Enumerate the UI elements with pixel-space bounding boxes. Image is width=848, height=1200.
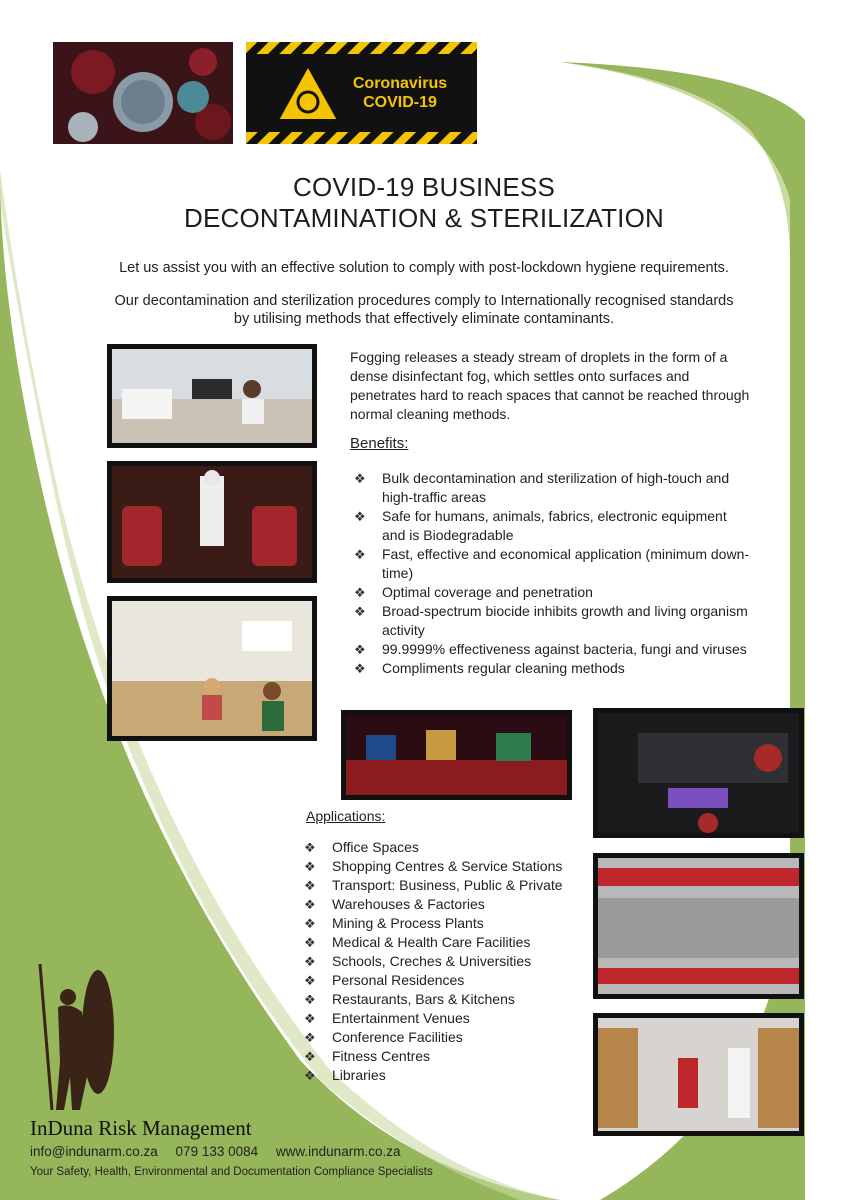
contact-line <box>30 1144 414 1159</box>
banner-line-2: COVID-19 <box>363 94 437 111</box>
diamond-bullet-icon: ❖ <box>354 661 366 676</box>
diamond-bullet-icon: ❖ <box>354 509 366 524</box>
contact-phone[interactable]: 079 133 0084 <box>175 1144 259 1159</box>
application-item <box>300 971 590 990</box>
applications-list <box>300 838 590 1085</box>
intro-line-2a: Our decontamination and sterilization procedures comply to Internationally recognised standards <box>114 293 734 309</box>
trolleys-photo <box>593 853 804 999</box>
title-line-2: DECONTAMINATION & STERILIZATION <box>183 203 664 233</box>
application-item-text: Conference Facilities <box>332 1029 463 1045</box>
benefit-item-text: Broad-spectrum biocide inhibits growth and living organism activity <box>382 603 748 638</box>
company-name: InDuna Risk Management <box>30 1116 252 1140</box>
banner-line-1: Coronavirus <box>352 75 448 92</box>
title-line-1: COVID-19 BUSINESS <box>292 172 556 202</box>
office-photo <box>107 344 317 448</box>
diamond-bullet-icon: ❖ <box>304 954 316 969</box>
benefit-item-text: Bulk decontamination and sterilization of high-touch and high-traffic areas <box>382 470 730 505</box>
application-item-text: Mining & Process Plants <box>332 915 484 931</box>
classroom-photo <box>107 596 317 741</box>
contact-website[interactable]: www.indunarm.co.za <box>275 1144 401 1159</box>
benefit-item <box>350 507 750 545</box>
diamond-bullet-icon: ❖ <box>354 471 366 486</box>
benefit-item <box>350 545 750 583</box>
application-item-text: Libraries <box>332 1067 386 1083</box>
application-item <box>300 933 590 952</box>
benefit-item-text: Safe for humans, animals, fabrics, electronic equipment and is Biodegradable <box>382 508 727 543</box>
benefits-heading: Benefits: <box>350 435 409 452</box>
warrior-logo <box>30 962 115 1112</box>
diamond-bullet-icon: ❖ <box>304 1011 316 1026</box>
diamond-bullet-icon: ❖ <box>304 897 316 912</box>
diamond-bullet-icon: ❖ <box>304 992 316 1007</box>
application-item <box>300 1066 590 1085</box>
diamond-bullet-icon: ❖ <box>354 604 366 619</box>
diamond-bullet-icon: ❖ <box>354 585 366 600</box>
application-item <box>300 990 590 1009</box>
covid-banner-text <box>340 74 460 112</box>
application-item <box>300 1009 590 1028</box>
diamond-bullet-icon: ❖ <box>304 916 316 931</box>
bus-fogging-photo <box>107 461 317 583</box>
benefit-item <box>350 469 750 507</box>
contact-email[interactable]: info@indunarm.co.za <box>30 1144 158 1159</box>
application-item <box>300 876 590 895</box>
benefit-item <box>350 640 750 659</box>
casino-photo <box>341 710 572 800</box>
diamond-bullet-icon: ❖ <box>304 1030 316 1045</box>
application-item-text: Transport: Business, Public & Private <box>332 877 563 893</box>
application-item <box>300 914 590 933</box>
application-item-text: Restaurants, Bars & Kitchens <box>332 991 515 1007</box>
application-item <box>300 857 590 876</box>
application-item-text: Shopping Centres & Service Stations <box>332 858 563 874</box>
application-item-text: Schools, Creches & Universities <box>332 953 532 969</box>
diamond-bullet-icon: ❖ <box>304 859 316 874</box>
application-item-text: Office Spaces <box>332 839 419 855</box>
benefit-item-text: Compliments regular cleaning methods <box>382 660 625 676</box>
application-item-text: Warehouses & Factories <box>332 896 485 912</box>
diamond-bullet-icon: ❖ <box>304 973 316 988</box>
page-title <box>60 172 788 234</box>
application-item-text: Fitness Centres <box>332 1048 431 1064</box>
diamond-bullet-icon: ❖ <box>304 878 316 893</box>
diamond-bullet-icon: ❖ <box>304 1049 316 1064</box>
fogging-description: Fogging releases a steady stream of droplets in the form of a dense disinfectant fog, which settles onto surfaces and penetrates hard to reach spaces that cannot be reached through normal cleaning methods. <box>350 349 750 422</box>
diamond-bullet-icon: ❖ <box>304 1068 316 1083</box>
warehouse-fogging-photo <box>593 1013 804 1136</box>
virus-image <box>53 42 233 144</box>
benefit-item <box>350 659 750 678</box>
benefit-item <box>350 583 750 602</box>
applications-heading: Applications: <box>306 808 386 824</box>
benefit-item-text: Fast, effective and economical application (minimum down-time) <box>382 546 750 581</box>
diamond-bullet-icon: ❖ <box>304 935 316 950</box>
benefit-item <box>350 602 750 640</box>
intro-line-1: Let us assist you with an effective solution to comply with post-lockdown hygiene requirements. <box>119 260 729 276</box>
diamond-bullet-icon: ❖ <box>304 840 316 855</box>
application-item <box>300 895 590 914</box>
benefit-item-text: 99.9999% effectiveness against bacteria, fungi and viruses <box>382 641 747 657</box>
application-item <box>300 838 590 857</box>
application-item-text: Medical & Health Care Facilities <box>332 934 531 950</box>
application-item-text: Personal Residences <box>332 972 465 988</box>
diamond-bullet-icon: ❖ <box>354 642 366 657</box>
intro-line-2b: by utilising methods that effectively eliminate contaminants. <box>233 311 615 327</box>
benefits-list <box>350 469 750 678</box>
application-item <box>300 952 590 971</box>
car-cleaning-photo <box>593 708 804 838</box>
company-tagline: Your Safety, Health, Environmental and Documentation Compliance Specialists <box>30 1166 433 1178</box>
application-item <box>300 1028 590 1047</box>
benefit-item-text: Optimal coverage and penetration <box>382 584 593 600</box>
application-item-text: Entertainment Venues <box>332 1010 470 1026</box>
diamond-bullet-icon: ❖ <box>354 547 366 562</box>
application-item <box>300 1047 590 1066</box>
